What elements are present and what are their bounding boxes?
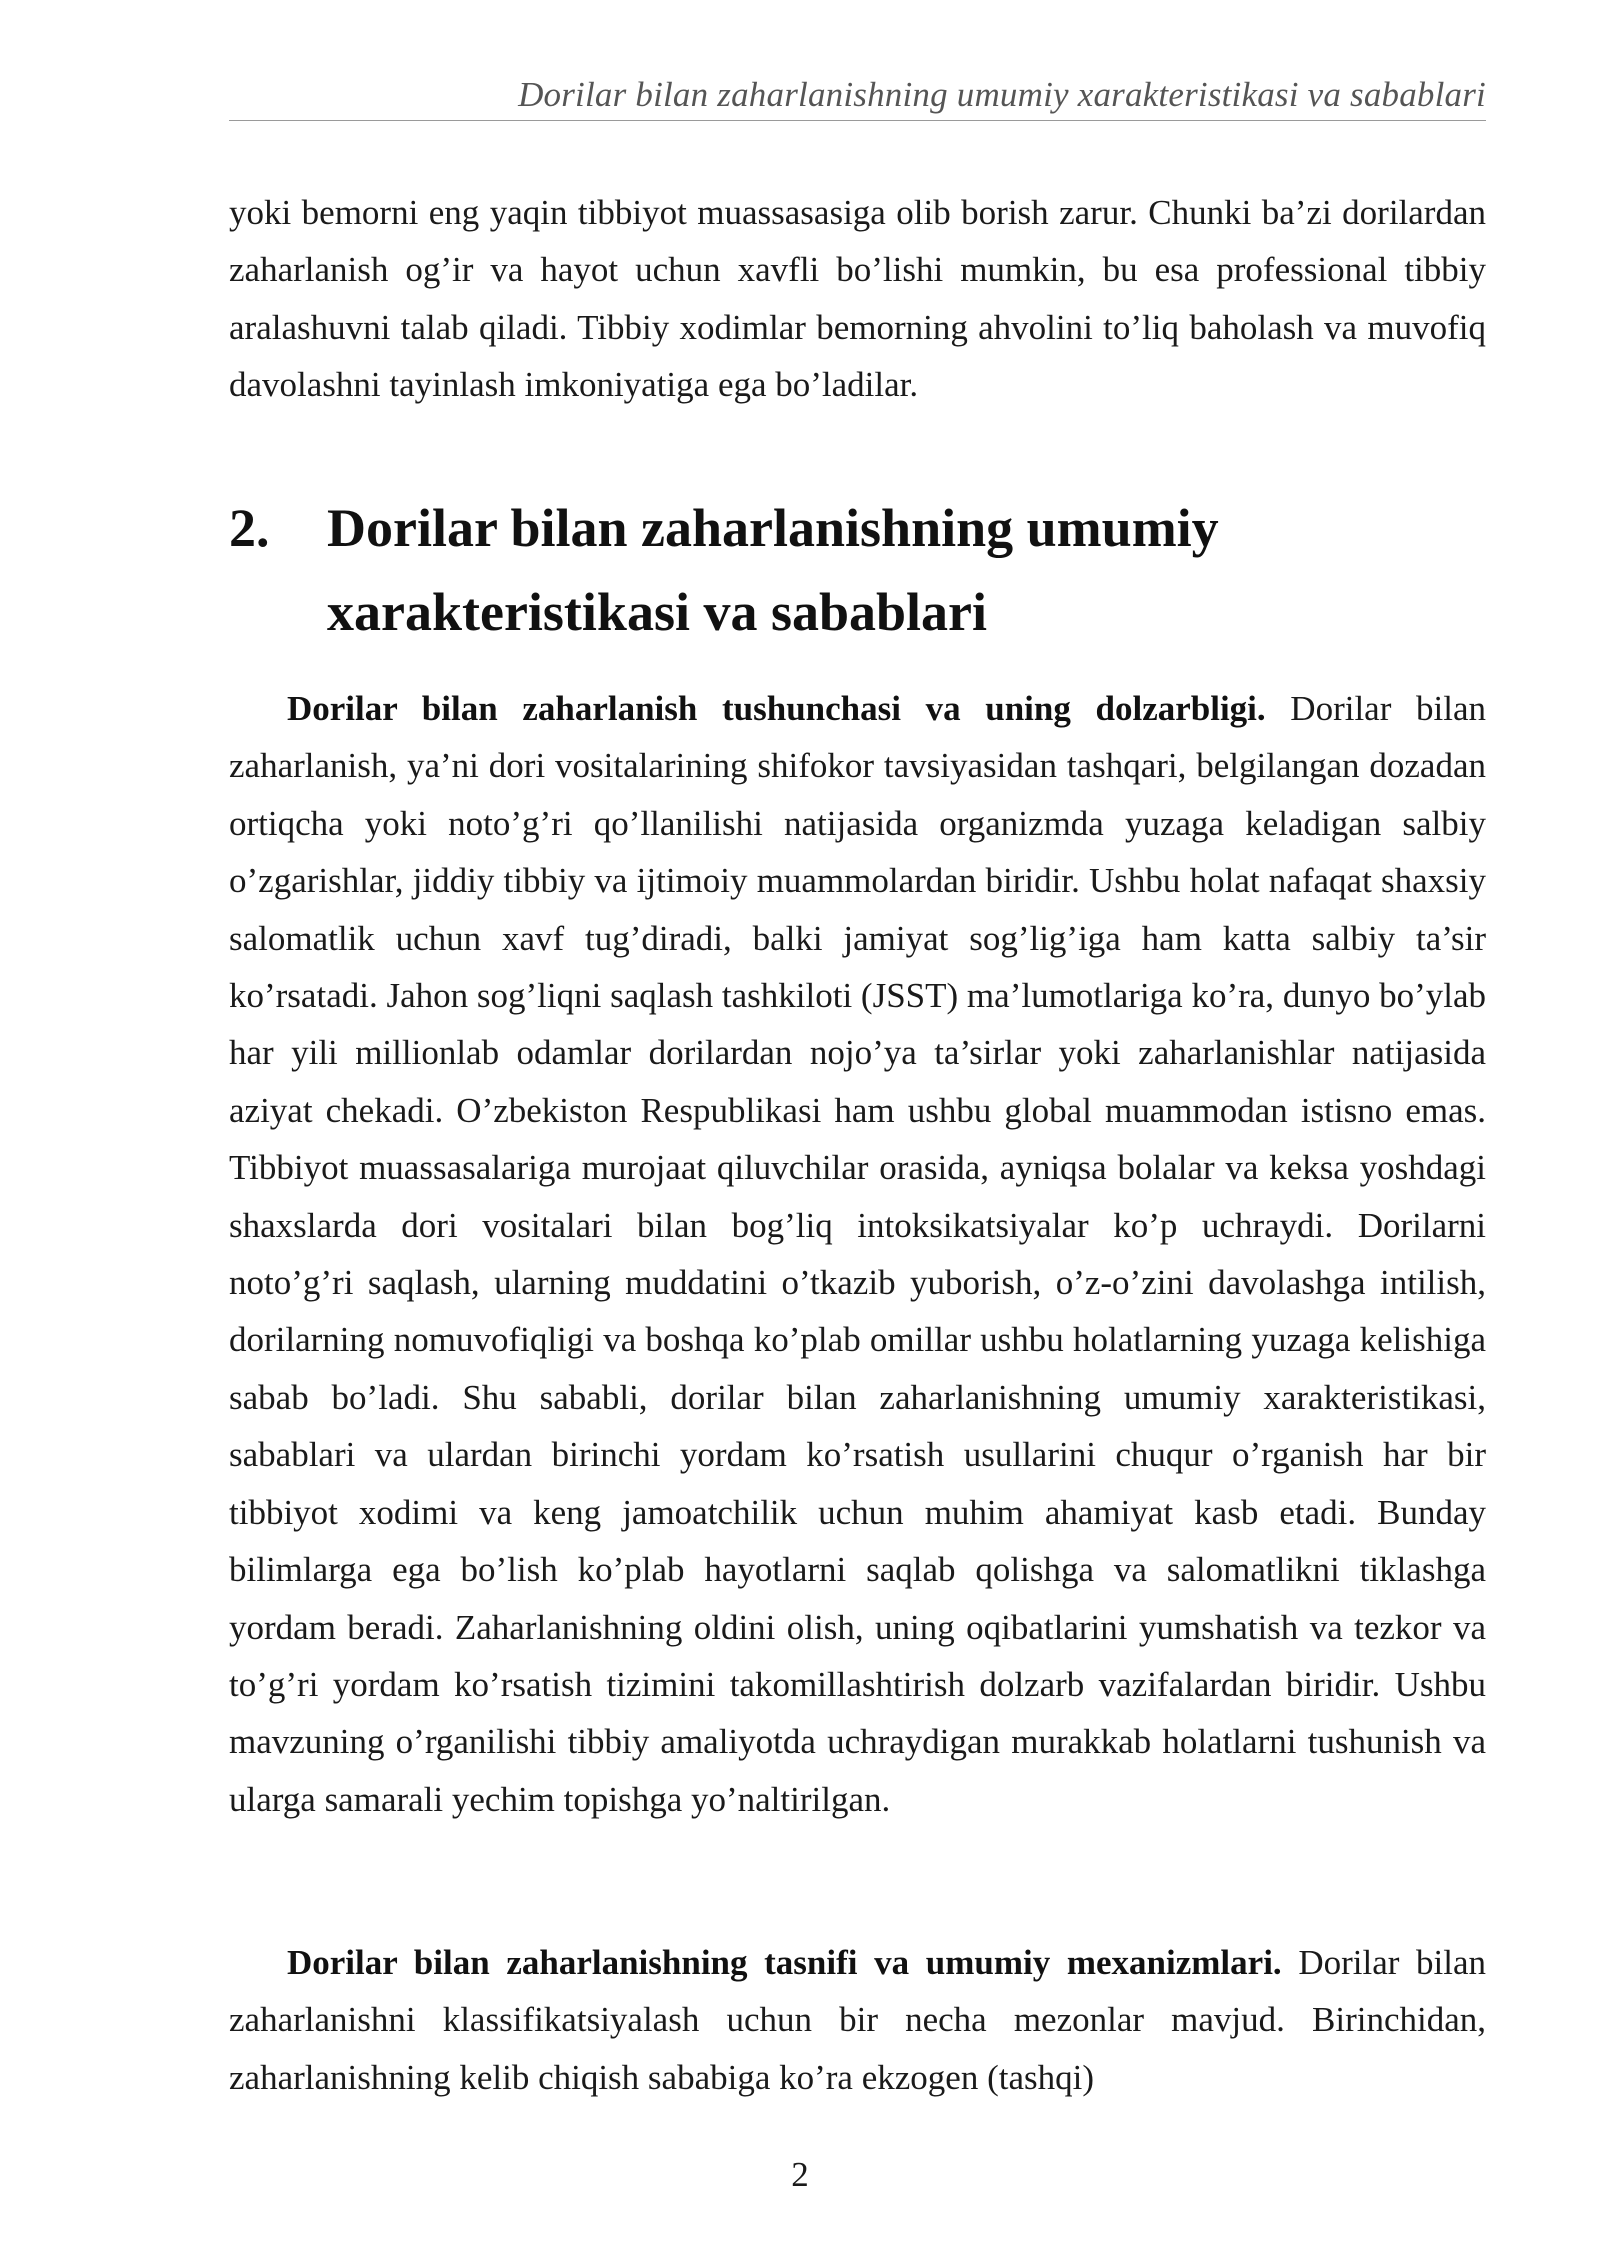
section-heading [229,486,1486,654]
paragraph-classification [229,1934,1486,2106]
paragraph-continuation: yoki bemorni eng yaqin tibbiyot muassasasiga olib borish zarur. Chunki ba’zi dorilardan zaharlanish og’ir va hayot uchun xavfli bo’lishi mumkin, bu esa professional tibbiy aralashuvni talab qiladi. Tibbiy xodimlar bemorning ahvolini to’liq baholash va muvofiq davolashni tayinlash imkoniyatiga ega bo’ladilar. [229,193,1486,405]
paragraph-body-relevance: Dorilar bilan zaharlanish, ya’ni dori vositalarining shifokor tavsiyasidan tashqari, belgilangan dozadan ortiqcha yoki noto’g’ri qo’llanilishi natijasida organizmda yuzaga keladigan salbiy o’zgarishlar, jiddiy tibbiy va ijtimoiy muammolardan biridir. Ushbu holat nafaqat shaxsiy salomatlik uchun xavf tug’diradi, balki jamiyat sog’lig’iga ham katta salbiy ta’sir ko’rsatadi. Jahon sog’liqni saqlash tashkiloti (JSST) ma’lumotlariga ko’ra, dunyo bo’ylab har yili millionlab odamlar dorilardan nojo’ya ta’sirlar yoki zaharlanishlar natijasida aziyat chekadi. O’zbekiston Respublikasi ham ushbu global muammodan istisno emas. Tibbiyot muassasalariga murojaat qiluvchilar orasida, ayniqsa bolalar va keksa yoshdagi shaxslarda dori vositalari bilan bog’liq intoksikatsiyalar ko’p uchraydi. Dorilarni noto’g’ri saqlash, ularning muddatini o’tkazib yuborish, o’z-o’zini davolashga intilish, dorilarning nomuvofiqligi va boshqa ko’plab omillar ushbu holatlarning yuzaga kelishiga sabab bo’ladi. Shu sababli, dorilar bilan zaharlanishning umumiy xarakteristikasi, sabablari va ulardan birinchi yordam ko’rsatish usullarini chuqur o’rganish har bir tibbiyot xodimi va keng jamoatchilik uchun muhim ahamiyat kasb etadi. Bunday bilimlarga ega bo’lish ko’plab hayotlarni saqlab qolishga va salomatlikni tiklashga yordam beradi. Zaharlanishning oldini olish, uning oqibatlarini yumshatish va tezkor va to’g’ri yordam ko’rsatish tizimini takomillashtirish dolzarb vazifalardan biridir. Ushbu mavzuning o’rganilishi tibbiy amaliyotda uchraydigan murakkab holatlarni tushunish va ularga samarali yechim topishga yo’naltirilgan. [229,689,1486,1819]
paragraph-relevance [229,680,1486,1828]
section-number: 2. [229,498,270,558]
page-number: 2 [791,2155,809,2194]
paragraph-body-classification: Dorilar bilan zaharlanishni klassifikatsiyalash uchun bir necha mezonlar mavjud. Birinchidan, zaharlanishning kelib chiqish sababiga ko’ra ekzogen (tashqi) [229,1943,1487,2097]
running-header: Dorilar bilan zaharlanishning umumiy xarakteristikasi va sabablari [229,70,1486,121]
section-title: Dorilar bilan zaharlanishning umumiy xarakteristikasi va sabablari [327,498,1219,642]
paragraph-lead-classification: Dorilar bilan zaharlanishning tasnifi va umumiy mexanizmlari. [287,1943,1282,1982]
paragraph-lead-relevance: Dorilar bilan zaharlanish tushunchasi va uning dolzarbligi. [287,689,1266,728]
